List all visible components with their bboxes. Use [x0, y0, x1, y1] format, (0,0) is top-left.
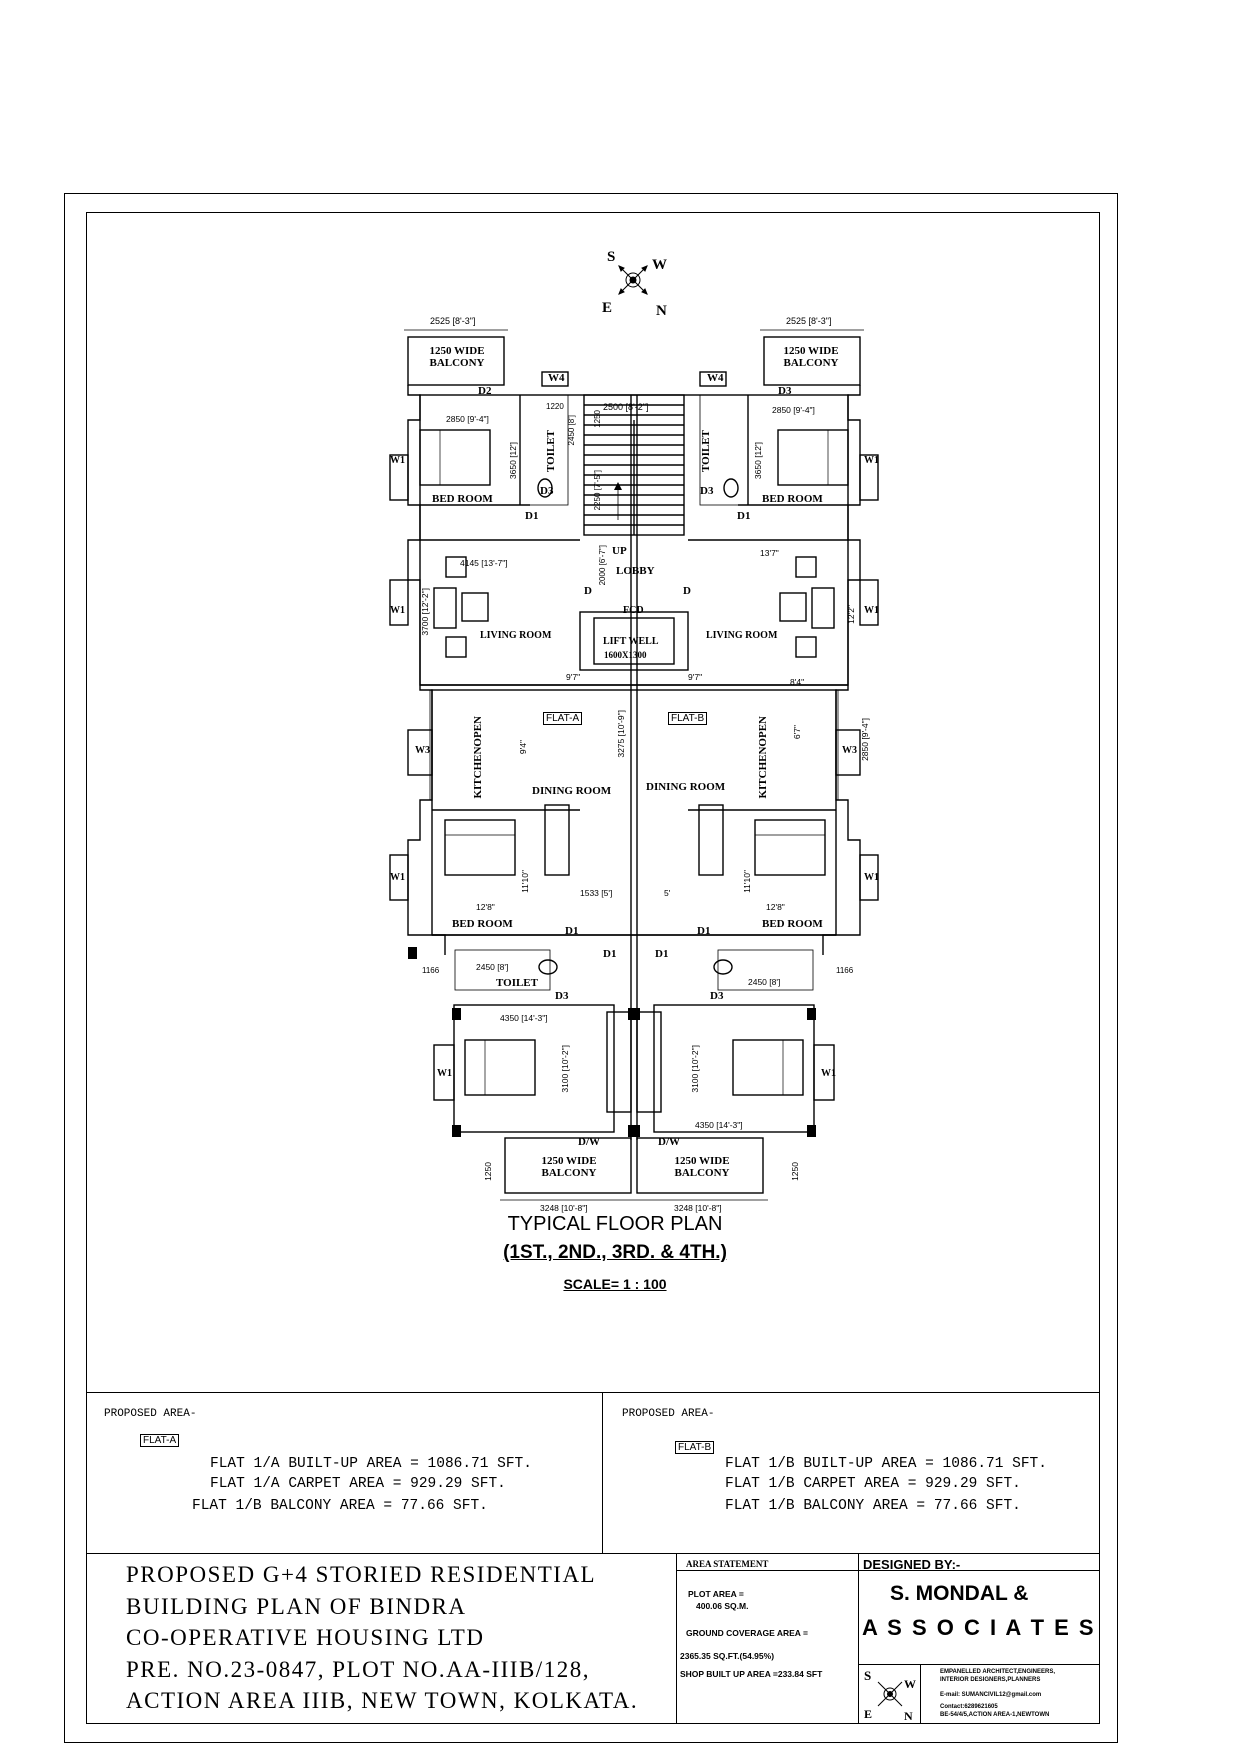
dining-room-label-1: DINING ROOM [532, 785, 612, 797]
door-d2: D2 [478, 385, 492, 397]
door-d3-bottom-right: D3 [710, 990, 724, 1002]
dim-toilet-bottom-left: 2450 [8'] [476, 962, 509, 972]
dim-12-8-left: 12'8" [476, 902, 495, 912]
flat-b-built-up-area: FLAT 1/B BUILT-UP AREA = 1086.71 SFT. [725, 1456, 1047, 1472]
flat-a-carpet-area: FLAT 1/A CARPET AREA = 929.29 SFT. [210, 1476, 506, 1492]
plan-walls [390, 330, 878, 1200]
dim-balcony-top-right: 2525 [8'-3"] [786, 316, 832, 326]
dim-living-length-left: 3700 [12'-2"] [420, 588, 430, 636]
drawing-title: TYPICAL FLOOR PLAN [507, 1213, 723, 1235]
firm-description-2: INTERIOR DESIGNERS,PLANNERS [940, 1677, 1041, 1683]
kitchen-label: KITCHEN [472, 746, 484, 799]
flat-a-built-up-area: FLAT 1/A BUILT-UP AREA = 1086.71 SFT. [210, 1456, 532, 1472]
flat-a-balcony-area: FLAT 1/B BALCONY AREA = 77.66 SFT. [192, 1498, 488, 1514]
door-d1-3: D1 [565, 925, 579, 937]
area-statement-header: AREA STATEMENT [686, 1559, 769, 1569]
dim-toilet-bottom-right: 2450 [8'] [748, 977, 781, 987]
dining-room-label-2: DINING ROOM [646, 781, 726, 793]
living-room-label-2: LIVING ROOM [706, 630, 778, 641]
dim-2250: 2250 [7'-5"] [593, 470, 602, 511]
bed-room-label-1: BED ROOM [432, 493, 493, 505]
title-block-divider-1 [676, 1554, 677, 1724]
dim-1220: 1220 [546, 402, 564, 411]
window-w4-right: W4 [707, 372, 724, 384]
compass-n: N [656, 303, 667, 319]
proposed-area-header-right: PROPOSED AREA- [622, 1408, 715, 1420]
toilet-label-left: TOILET [545, 430, 557, 472]
door-d-right: D [683, 585, 691, 597]
dim-balcony-depth-left: 1250 [483, 1162, 493, 1181]
window-w3-right: W3 [842, 745, 857, 756]
window-w1-3: W1 [390, 605, 405, 616]
ground-coverage-value: 2365.35 SQ.FT.(54.95%) [680, 1651, 775, 1661]
toilet-label-bottom: TOILET [496, 977, 538, 989]
dim-3248-left: 3248 [10'-8"] [540, 1203, 588, 1213]
open-label: OPEN [757, 716, 769, 747]
firm-email: E-mail: SUMANCIVIL12@gmail.com [940, 1692, 1042, 1698]
designed-by-header: DESIGNED BY:- [863, 1557, 961, 1572]
firm-name-2: A S S O C I A T E S [862, 1615, 1096, 1640]
window-w3-left: W3 [415, 745, 430, 756]
door-d1-2: D1 [737, 510, 751, 522]
balcony-top-right-label [782, 345, 840, 369]
project-line-5: ACTION AREA IIIB, NEW TOWN, KOLKATA. [126, 1688, 639, 1713]
door-d3-toilet-right: D3 [700, 485, 714, 497]
toilet-label-right: TOILET [700, 430, 712, 472]
proposed-area-panel [86, 1392, 1100, 1554]
panel-divider [602, 1392, 603, 1554]
open-kitchen-label-left [472, 716, 484, 799]
dim-2000: 2000 [6'-7"] [598, 545, 607, 586]
window-w4-left: W4 [548, 372, 565, 384]
window-w1-8: W1 [821, 1068, 836, 1079]
lift-well-label: LIFT WELL [603, 636, 659, 647]
balcony-width-label: 1250 WIDE [541, 1155, 597, 1167]
dim-3100-left: 3100 [10'-2"] [560, 1045, 570, 1093]
open-kitchen-label-right [757, 716, 769, 799]
dim-9-7-left: 9'7" [566, 672, 581, 682]
project-line-2: BUILDING PLAN OF BINDRA [126, 1594, 467, 1619]
dim-1533: 1533 [5'] [580, 888, 613, 898]
dim-9-4: 9'4" [518, 740, 528, 755]
window-w1-5: W1 [390, 872, 405, 883]
door-d1-4: D1 [697, 925, 711, 937]
balcony-width-label: 1250 WIDE [429, 345, 485, 357]
dim-11-10-left: 11'10" [520, 870, 530, 893]
dim-balcony-depth-right: 1250 [790, 1162, 800, 1181]
balcony-width-label: 1250 WIDE [783, 345, 839, 357]
firm-compass-w: W [904, 1677, 916, 1691]
dim-stair-width: 2500 [8'-2"] [603, 402, 649, 412]
compass-e: E [602, 300, 613, 316]
compass-w: W [652, 257, 667, 273]
window-w1-4: W1 [864, 605, 879, 616]
flat-b-tag: FLAT-B [668, 712, 707, 725]
open-label: OPEN [472, 716, 484, 747]
dim-11-10-right: 11'10" [742, 870, 752, 893]
door-d-left: D [584, 585, 592, 597]
door-dw-left: D/W [578, 1136, 600, 1148]
stair-up-label: UP [612, 545, 627, 557]
kitchen-label: KITCHEN [757, 746, 769, 799]
project-line-1: PROPOSED G+4 STORIED RESIDENTIAL [126, 1562, 597, 1587]
balcony-top-left-label [428, 345, 486, 369]
lift-well-size: 1600X1300 [604, 650, 647, 660]
firm-compass-e: E [864, 1707, 873, 1721]
dim-living-width-left: 4145 [13'-7"] [460, 558, 508, 568]
dim-2850-kitchen: 2850 [9'-4"] [860, 718, 870, 761]
drawing-subtitle: (1ST., 2ND., 3RD. & 4TH.) [503, 1242, 727, 1263]
firm-description-1: EMPANELLED ARCHITECT,ENGINEERS, [940, 1669, 1056, 1675]
fcd-label: FCD [623, 605, 644, 616]
ground-coverage-label: GROUND COVERAGE AREA = [686, 1628, 808, 1638]
door-d1-1: D1 [525, 510, 539, 522]
project-line-3: CO-OPERATIVE HOUSING LTD [126, 1625, 485, 1650]
door-d3-toilet-left: D3 [540, 485, 554, 497]
window-w1-7: W1 [437, 1068, 452, 1079]
proposed-area-header-left: PROPOSED AREA- [104, 1408, 197, 1420]
balcony-bottom-right-label [667, 1155, 737, 1179]
dim-1250: 1250 [593, 410, 602, 428]
flat-a-area-tag: FLAT-A [140, 1434, 179, 1447]
dim-bedroom-length-left: 3650 [12'] [508, 442, 518, 480]
dim-living-width-right: 13'7" [760, 548, 779, 558]
door-d1-6: D1 [655, 948, 669, 960]
title-block-divider-2 [858, 1554, 859, 1724]
dim-6-7: 6'7" [792, 725, 802, 740]
door-d3-bottom-left: D3 [555, 990, 569, 1002]
firm-compass-s: S [864, 1668, 872, 1683]
balcony-label: BALCONY [541, 1167, 597, 1179]
dim-bedroom-length-right: 3650 [12'] [753, 442, 763, 480]
dim-toilet-length: 2450 [8'] [567, 415, 576, 446]
flat-b-balcony-area: FLAT 1/B BALCONY AREA = 77.66 SFT. [725, 1498, 1021, 1514]
dim-living-length-right: 12'2" [846, 605, 856, 624]
bed-room-label-3: BED ROOM [452, 918, 513, 930]
north-arrow-icon [619, 266, 647, 294]
dim-8-4: 8'4" [790, 677, 805, 687]
bed-room-label-2: BED ROOM [762, 493, 823, 505]
designer-divider [920, 1664, 921, 1724]
firm-compass-icon [862, 1666, 918, 1722]
dim-4350-right: 4350 [14'-3"] [695, 1120, 743, 1130]
dim-1166-right: 1166 [836, 966, 854, 975]
balcony-label: BALCONY [674, 1167, 730, 1179]
dim-9-7-right: 9'7" [688, 672, 703, 682]
window-w1-6: W1 [864, 872, 879, 883]
balcony-label: BALCONY [783, 357, 839, 369]
balcony-width-label: 1250 WIDE [674, 1155, 730, 1167]
firm-contact: Contact:6289621605 [940, 1704, 998, 1710]
window-w1-1: W1 [390, 455, 405, 466]
dim-3275: 3275 [10'-9"] [616, 710, 626, 758]
designer-rule-2 [858, 1664, 1100, 1665]
door-d3-top-right: D3 [778, 385, 792, 397]
balcony-bottom-left-label [534, 1155, 604, 1179]
firm-compass-n: N [904, 1709, 913, 1722]
dim-12-8-right: 12'8" [766, 902, 785, 912]
flat-b-carpet-area: FLAT 1/B CARPET AREA = 929.29 SFT. [725, 1476, 1021, 1492]
shop-built-up-area: SHOP BUILT UP AREA =233.84 SFT [680, 1669, 823, 1679]
plot-area-label: PLOT AREA = [688, 1589, 744, 1599]
area-statement-rule [676, 1570, 858, 1571]
living-room-label-1: LIVING ROOM [480, 630, 552, 641]
compass-s: S [607, 249, 616, 265]
dim-1166-left: 1166 [422, 966, 440, 975]
flat-b-area-tag: FLAT-B [675, 1441, 714, 1454]
balcony-label: BALCONY [429, 357, 485, 369]
firm-address: BE-54/4/5,ACTION AREA-1,NEWTOWN [940, 1712, 1050, 1718]
door-dw-right: D/W [658, 1136, 680, 1148]
dim-balcony-top-left: 2525 [8'-3"] [430, 316, 476, 326]
window-w1-2: W1 [864, 455, 879, 466]
firm-name-1: S. MONDAL & [890, 1582, 1029, 1605]
dim-bedroom-width-right: 2850 [9'-4"] [772, 405, 815, 415]
dim-3100-right: 3100 [10'-2"] [690, 1045, 700, 1093]
project-line-4: PRE. NO.23-0847, PLOT NO.AA-IIIB/128, [126, 1657, 590, 1682]
dim-bedroom-width-left: 2850 [9'-4"] [446, 414, 489, 424]
plan-columns [408, 947, 816, 1137]
door-d1-5: D1 [603, 948, 617, 960]
dim-5: 5' [664, 888, 671, 898]
dim-4350-left: 4350 [14'-3"] [500, 1013, 548, 1023]
plot-area-value: 400.06 SQ.M. [696, 1601, 749, 1611]
drawing-scale: SCALE= 1 : 100 [563, 1276, 667, 1292]
flat-a-tag: FLAT-A [543, 712, 582, 725]
bed-room-label-4: BED ROOM [762, 918, 823, 930]
dim-3248-right: 3248 [10'-8"] [674, 1203, 722, 1213]
lobby-label: LOBBY [616, 565, 655, 577]
